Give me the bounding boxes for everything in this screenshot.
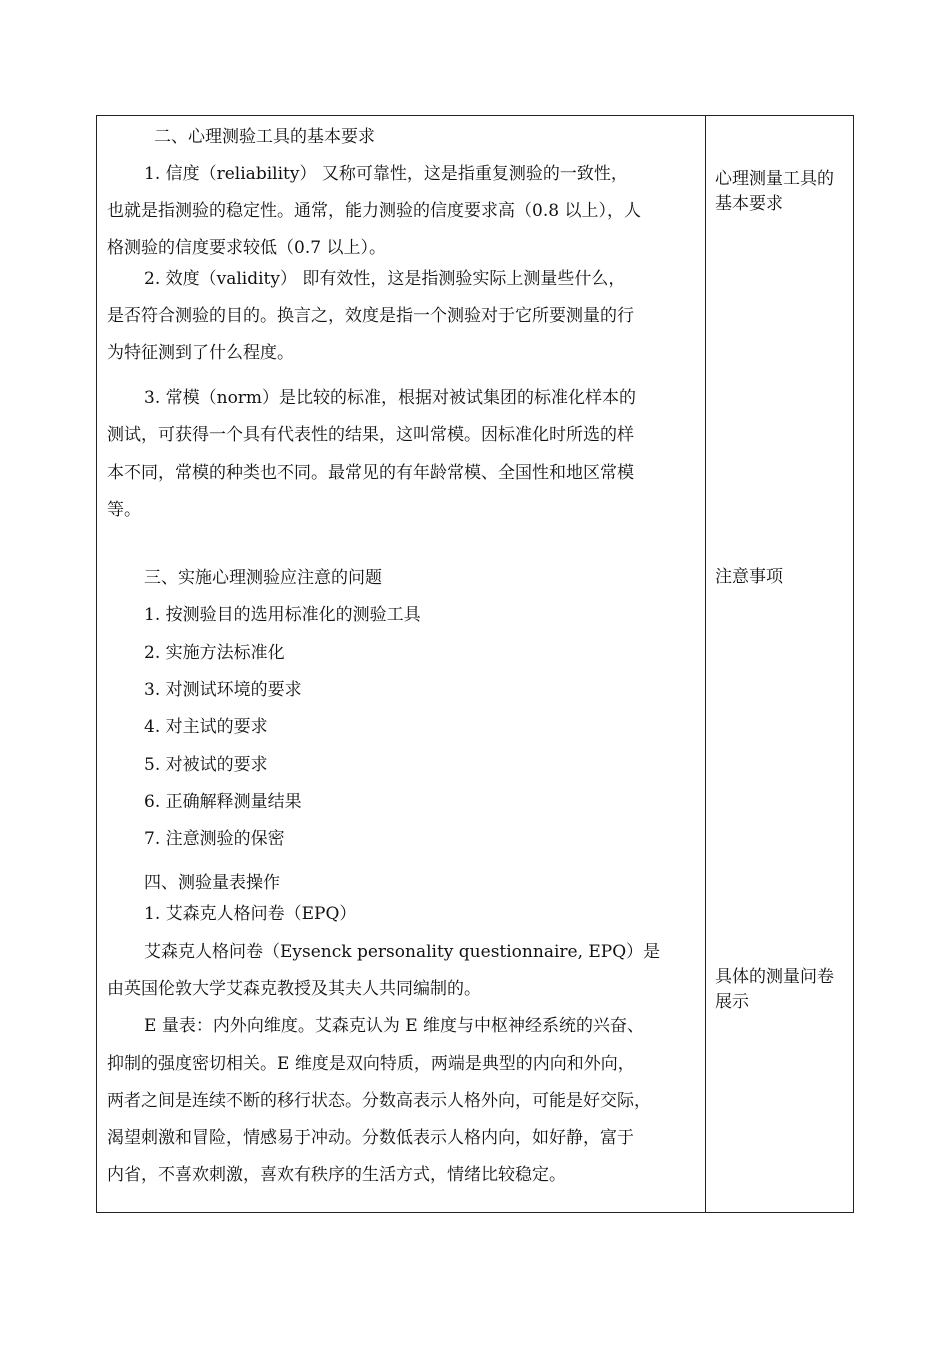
epq-intro-line-1: 艾森克人格问卷（Eysenck personality questionnaire, EPQ）是 (144, 942, 661, 962)
validity-line-1: 2. 效度（validity） 即有效性，这是指测验实际上测量些什么， (144, 269, 626, 289)
sidebar-note-1-line-2: 基本要求 (715, 194, 783, 214)
escale-line-3: 两者之间是连续不断的移行状态。分数高表示人格外向，可能是好交际， (107, 1091, 651, 1111)
content-table (96, 115, 854, 1213)
sidebar-note-2-line-1: 注意事项 (715, 567, 783, 587)
norm-line-4: 等。 (107, 500, 141, 520)
escale-line-1: E 量表：内外向维度。艾森克认为 E 维度与中枢神经系统的兴奋、 (144, 1016, 645, 1036)
sidebar-note-tool-requirements (715, 167, 845, 217)
section3-item-2: 2. 实施方法标准化 (144, 643, 285, 663)
section2-heading: 二、心理测验工具的基本要求 (154, 127, 375, 147)
section3-item-1: 1. 按测验目的选用标准化的测验工具 (144, 605, 421, 625)
epq-intro-line-2: 由英国伦敦大学艾森克教授及其夫人共同编制的。 (107, 979, 481, 999)
escale-line-2: 抑制的强度密切相关。E 维度是双向特质，两端是典型的内向和外向， (107, 1054, 635, 1074)
norm-line-3: 本不同，常模的种类也不同。最常见的有年龄常模、全国性和地区常模 (107, 463, 634, 483)
sidebar-note-questionnaire (715, 965, 845, 1015)
norm-line-2: 测试，可获得一个具有代表性的结果，这叫常模。因标准化时所选的样 (107, 425, 634, 445)
validity-line-3: 为特征测到了什么程度。 (107, 343, 294, 363)
section3-item-5: 5. 对被试的要求 (144, 755, 268, 775)
section4-heading: 四、测验量表操作 (144, 873, 280, 893)
reliability-line-1: 1. 信度（reliability） 又称可靠性，这是指重复测验的一致性， (144, 164, 628, 184)
sidebar-note-3-line-2: 展示 (715, 992, 749, 1012)
reliability-line-2: 也就是指测验的稳定性。通常，能力测验的信度要求高（0.8 以上），人 (107, 201, 641, 221)
section4-subheading: 1. 艾森克人格问卷（EPQ） (144, 904, 357, 924)
sidebar-note-1-line-1: 心理测量工具的 (715, 169, 834, 189)
escale-line-4: 渴望刺激和冒险，情感易于冲动。分数低表示人格内向，如好静，富于 (107, 1128, 634, 1148)
sidebar-note-3-line-1: 具体的测量问卷 (715, 967, 834, 987)
section3-item-3: 3. 对测试环境的要求 (144, 680, 302, 700)
sidebar-note-precautions (715, 565, 845, 590)
section3-heading: 三、实施心理测验应注意的问题 (144, 568, 382, 588)
escale-line-5: 内省，不喜欢刺激，喜欢有秩序的生活方式，情绪比较稳定。 (107, 1165, 566, 1185)
section3-item-4: 4. 对主试的要求 (144, 717, 268, 737)
section3-item-7: 7. 注意测验的保密 (144, 829, 285, 849)
validity-line-2: 是否符合测验的目的。换言之，效度是指一个测验对于它所要测量的行 (107, 306, 634, 326)
column-divider (705, 116, 706, 1212)
section3-item-6: 6. 正确解释测量结果 (144, 792, 302, 812)
norm-line-1: 3. 常模（norm）是比较的标准，根据对被试集团的标准化样本的 (144, 388, 637, 408)
reliability-line-3: 格测验的信度要求较低（0.7 以上）。 (107, 238, 386, 258)
